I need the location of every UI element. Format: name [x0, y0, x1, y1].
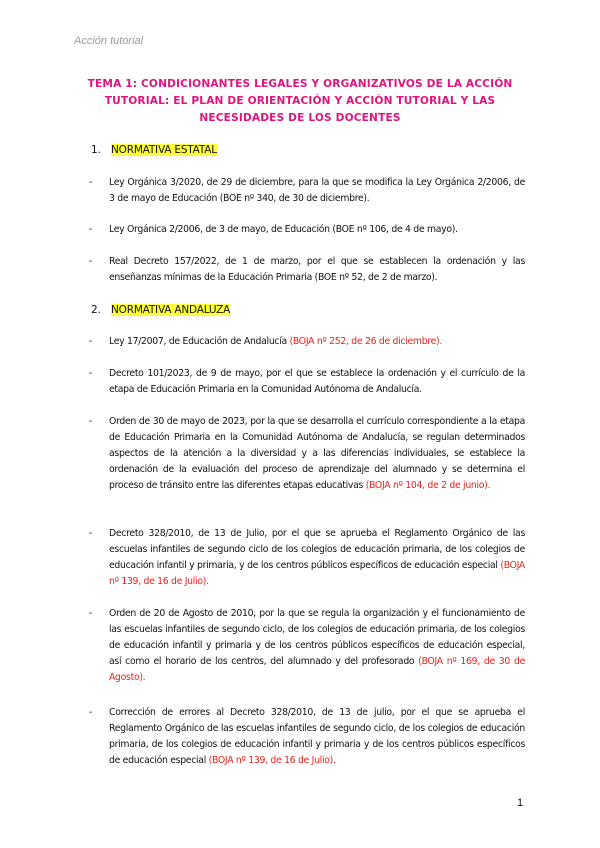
list-item [89, 414, 525, 494]
list-dash: - [89, 336, 93, 347]
list-item [89, 606, 525, 686]
list-item [89, 366, 525, 398]
boja-reference: (BOJA nº 104, de 2 de junio). [365, 480, 491, 491]
section-heading-estatal [91, 144, 217, 156]
list-dash: - [89, 416, 93, 427]
list-item [89, 705, 525, 769]
list-dash: - [89, 177, 93, 188]
section-label: NORMATIVA ANDALUZA [111, 304, 231, 316]
item-text: Orden de 30 de mayo de 2023, por la que se desarrolla el currículo correspondiente a la etapa de Educación Primaria en la Comunidad Autónoma de Andalucía, se regulan determinados aspectos de la atención a la diversidad y a las diferencias individuales, se establece la ordenación de la evaluación del proceso de aprendizaje del alumnado y se determina el proceso de tránsito entre las diferentes etapas educativas [109, 416, 525, 491]
list-item [89, 222, 525, 238]
section-number: 1. [91, 144, 101, 156]
item-text: Decreto 101/2023, de 9 de mayo, por el que se establece la ordenación y el currículo de la etapa de Educación Primaria en la Comunidad Autónoma de Andalucía. [109, 368, 525, 395]
list-dash: - [89, 368, 93, 379]
running-header: Acción tutorial [74, 35, 144, 47]
list-item [89, 334, 525, 350]
item-text: Ley Orgánica 2/2006, de 3 de mayo, de Educación (BOE nº 106, de 4 de mayo). [109, 224, 458, 235]
list-item [89, 526, 525, 590]
document-title: TEMA 1: CONDICIONANTES LEGALES Y ORGANIZATIVOS DE LA ACCIÓN TUTORIAL: EL PLAN DE ORIENTACIÓN Y ACCIÓN TUTORIAL Y LAS NECESIDADES DE LOS DOCENTES [87, 78, 513, 124]
boja-reference: (BOJA nº 169, de 30 de Agosto). [109, 656, 525, 683]
list-dash: - [89, 528, 93, 539]
boja-reference: (BOJA nº 139, de 16 de Julio). [109, 560, 525, 587]
item-text: Decreto 328/2010, de 13 de Julio, por el que se aprueba el Reglamento Orgánico de las escuelas infantiles de segundo ciclo de los colegios de educación primaria, de los colegios de educación infantil y primaria, y de los centros públicos específicos de educación especial [109, 528, 525, 571]
section-label: NORMATIVA ESTATAL [111, 144, 217, 156]
page-number: 1 [517, 797, 524, 809]
list-dash: - [89, 608, 93, 619]
item-text: Real Decreto 157/2022, de 1 de marzo, por el que se establecen la ordenación y las enseñanzas mínimas de la Educación Primaria (BOE nº 52, de 2 de marzo). [109, 256, 525, 283]
list-dash: - [89, 256, 93, 267]
boja-reference: (BOJA nº 139, de 16 de Julio). [208, 755, 336, 766]
section-number: 2. [91, 304, 101, 316]
item-text: Orden de 20 de Agosto de 2010, por la que se regula la organización y el funcionamiento de las escuelas infantiles de segundo ciclo, de los colegios de educación primaria, de los colegios de educación infantil y primaria y de los centros públicos específicos de educación especial, así como el horario de los centros, del alumnado y del profesorado [109, 608, 525, 667]
section-heading-andaluza [91, 304, 230, 316]
list-item [89, 254, 525, 286]
item-text: Ley Orgánica 3/2020, de 29 de diciembre, para la que se modifica la Ley Orgánica 2/2006, de 3 de mayo de Educación (BOE nº 340, de 30 de diciembre). [109, 177, 525, 204]
list-dash: - [89, 707, 93, 718]
list-dash: - [89, 224, 93, 235]
item-text: Ley 17/2007, de Educación de Andalucía [109, 336, 290, 347]
item-text: Corrección de errores al Decreto 328/2010, de 13 de julio, por el que se aprueba el Reglamento Orgánico de las escuelas infantiles de segundo ciclo, de los colegios de educación primaria, de los colegios de educación infantil y primaria y de los centros públicos específicos de educación especial [109, 707, 525, 766]
list-item [89, 175, 525, 207]
boja-reference: (BOJA nº 252, de 26 de diciembre). [289, 336, 443, 347]
